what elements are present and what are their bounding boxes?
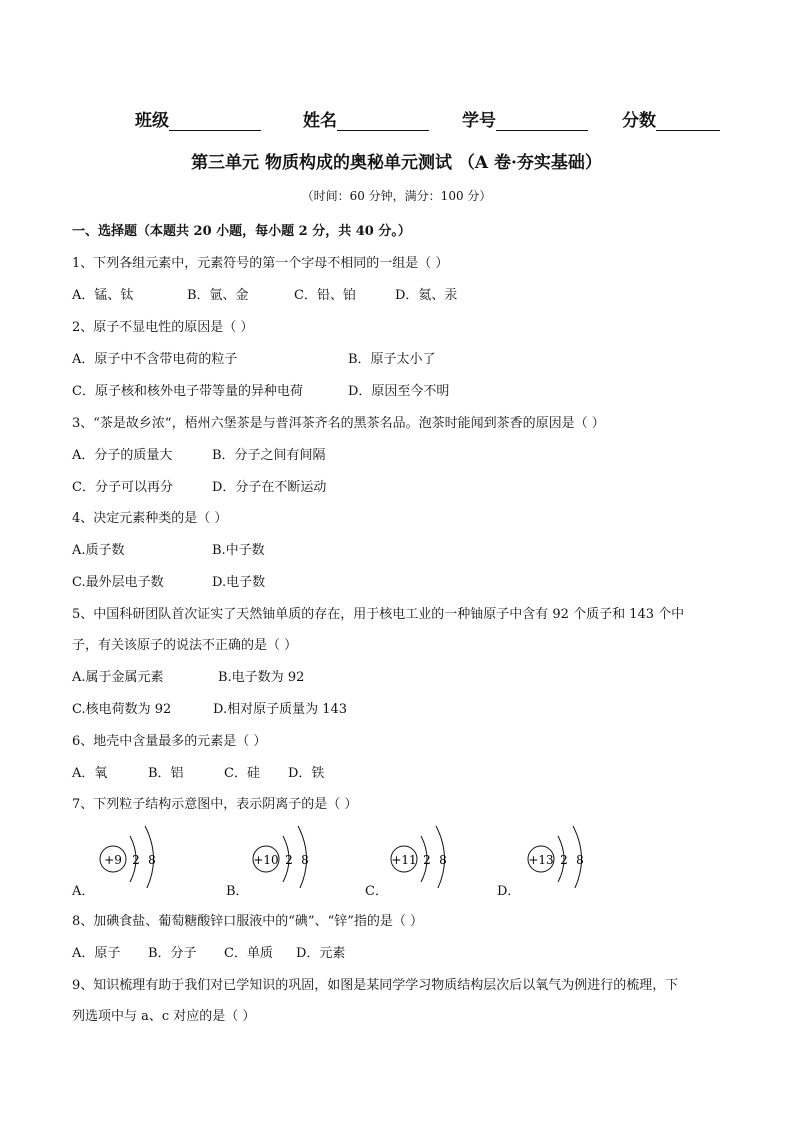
q2-option-a[interactable]: A．原子中不含带电荷的粒子 (72, 352, 238, 367)
q1-option-b[interactable]: B．氩、金 (187, 288, 249, 303)
shell-electrons: 2 (560, 853, 568, 867)
student-id-label: 学号 (462, 111, 496, 131)
q7-option-d[interactable]: D． (497, 884, 521, 899)
q7-option-b[interactable]: B． (226, 884, 249, 899)
question-1: 1、下列各组元素中，元素符号的第一个字母不相同的一组是（ ） (72, 256, 449, 271)
name-field (303, 106, 429, 131)
q5-option-b[interactable]: B.电子数为 92 (218, 670, 305, 685)
question-9-cont: 列选项中与 a、c 对应的是（ ） (72, 1009, 256, 1024)
atom-diagram-a (90, 818, 170, 888)
nucleus-charge: +10 (253, 853, 279, 867)
shell-electrons: 8 (576, 853, 584, 867)
q7-option-c[interactable]: C． (365, 884, 388, 899)
question-3: 3、“茶是故乡浓“，梧州六堡茶是与普洱茶齐名的黑茶名品。泡茶时能闻到茶香的原因是（ ） (72, 416, 605, 431)
q5-option-c[interactable]: C.核电荷数为 92 (72, 702, 172, 717)
question-8: 8、加碘食盐、葡萄糖酸锌口服液中的“碘”、“锌”指的是（ ） (72, 914, 423, 929)
shell-electrons: 8 (301, 853, 309, 867)
question-7: 7、下列粒子结构示意图中，表示阴离子的是（ ） (72, 797, 358, 812)
atom-diagram-b (243, 818, 323, 888)
question-4: 4、决定元素种类的是（ ） (72, 511, 228, 526)
q8-option-d[interactable]: D．元素 (296, 946, 346, 961)
q1-option-a[interactable]: A．锰、钛 (72, 288, 134, 303)
q2-option-b[interactable]: B．原子太小了 (348, 352, 436, 367)
score-field (622, 106, 720, 131)
score-label: 分数 (622, 111, 656, 131)
q4-option-d[interactable]: D.电子数 (212, 575, 266, 590)
shell-electrons: 2 (423, 853, 431, 867)
q2-option-c[interactable]: C．原子核和核外电子带等量的异种电荷 (72, 384, 303, 399)
q3-option-a[interactable]: A．分子的质量大 (72, 448, 173, 463)
q6-option-a[interactable]: A．氧 (72, 766, 108, 781)
student-id-blank[interactable] (496, 112, 588, 131)
q4-option-c[interactable]: C.最外层电子数 (72, 575, 164, 590)
shell-electrons: 8 (439, 853, 447, 867)
q4-option-b[interactable]: B.中子数 (212, 543, 265, 558)
nucleus-charge: +13 (528, 853, 554, 867)
q4-option-a[interactable]: A.质子数 (72, 543, 125, 558)
q1-option-d[interactable]: D．氦、汞 (395, 288, 458, 303)
q3-option-b[interactable]: B．分子之间有间隔 (212, 448, 326, 463)
exam-info: （时间：60 分钟，满分：100 分） (301, 189, 492, 203)
q5-option-a[interactable]: A.属于金属元素 (72, 670, 164, 685)
class-blank[interactable] (169, 112, 261, 131)
q5-option-d[interactable]: D.相对原子质量为 143 (213, 702, 348, 717)
shell-electrons: 8 (148, 853, 156, 867)
atom-diagram-d (518, 818, 598, 888)
q8-option-a[interactable]: A．原子 (72, 946, 121, 961)
name-blank[interactable] (337, 112, 429, 131)
q8-option-c[interactable]: C．单质 (224, 946, 273, 961)
q1-option-c[interactable]: C．铅、铂 (294, 288, 356, 303)
nucleus-charge: +11 (391, 853, 417, 867)
q3-option-d[interactable]: D．分子在不断运动 (212, 480, 327, 495)
question-6: 6、地壳中含量最多的元素是（ ） (72, 734, 267, 749)
score-blank[interactable] (656, 112, 720, 131)
shell-electrons: 2 (285, 853, 293, 867)
q2-option-d[interactable]: D．原因至今不明 (348, 384, 450, 399)
q3-option-c[interactable]: C．分子可以再分 (72, 480, 173, 495)
class-field (135, 106, 261, 131)
nucleus-charge: +9 (104, 853, 122, 867)
page-title: 第三单元 物质构成的奥秘单元测试 （A 卷·夯实基础） (191, 153, 602, 173)
question-5-cont: 子，有关该原子的说法不正确的是（ ） (72, 638, 298, 653)
question-5: 5、中国科研团队首次证实了天然铀单质的存在，用于核电工业的一种铀原子中含有 92 个质子和 143 个中 (72, 607, 685, 622)
question-9: 9、知识梳理有助于我们对已学知识的巩固，如图是某同学学习物质结构层次后以氧气为例进行的梳理，下 (72, 978, 679, 993)
q6-option-c[interactable]: C．硅 (224, 766, 260, 781)
q8-option-b[interactable]: B．分子 (148, 946, 197, 961)
section-heading: 一、选择题（本题共 20 小题，每小题 2 分，共 40 分。） (72, 224, 411, 239)
student-id-field (462, 106, 588, 131)
shell-electrons: 2 (132, 853, 140, 867)
question-2: 2、原子不显电性的原因是（ ） (72, 320, 254, 335)
q6-option-d[interactable]: D．铁 (288, 766, 325, 781)
q6-option-b[interactable]: B．铝 (148, 766, 184, 781)
atom-diagram-c (381, 818, 461, 888)
class-label: 班级 (135, 111, 169, 131)
name-label: 姓名 (303, 111, 337, 131)
q7-option-a[interactable]: A． (72, 884, 95, 899)
